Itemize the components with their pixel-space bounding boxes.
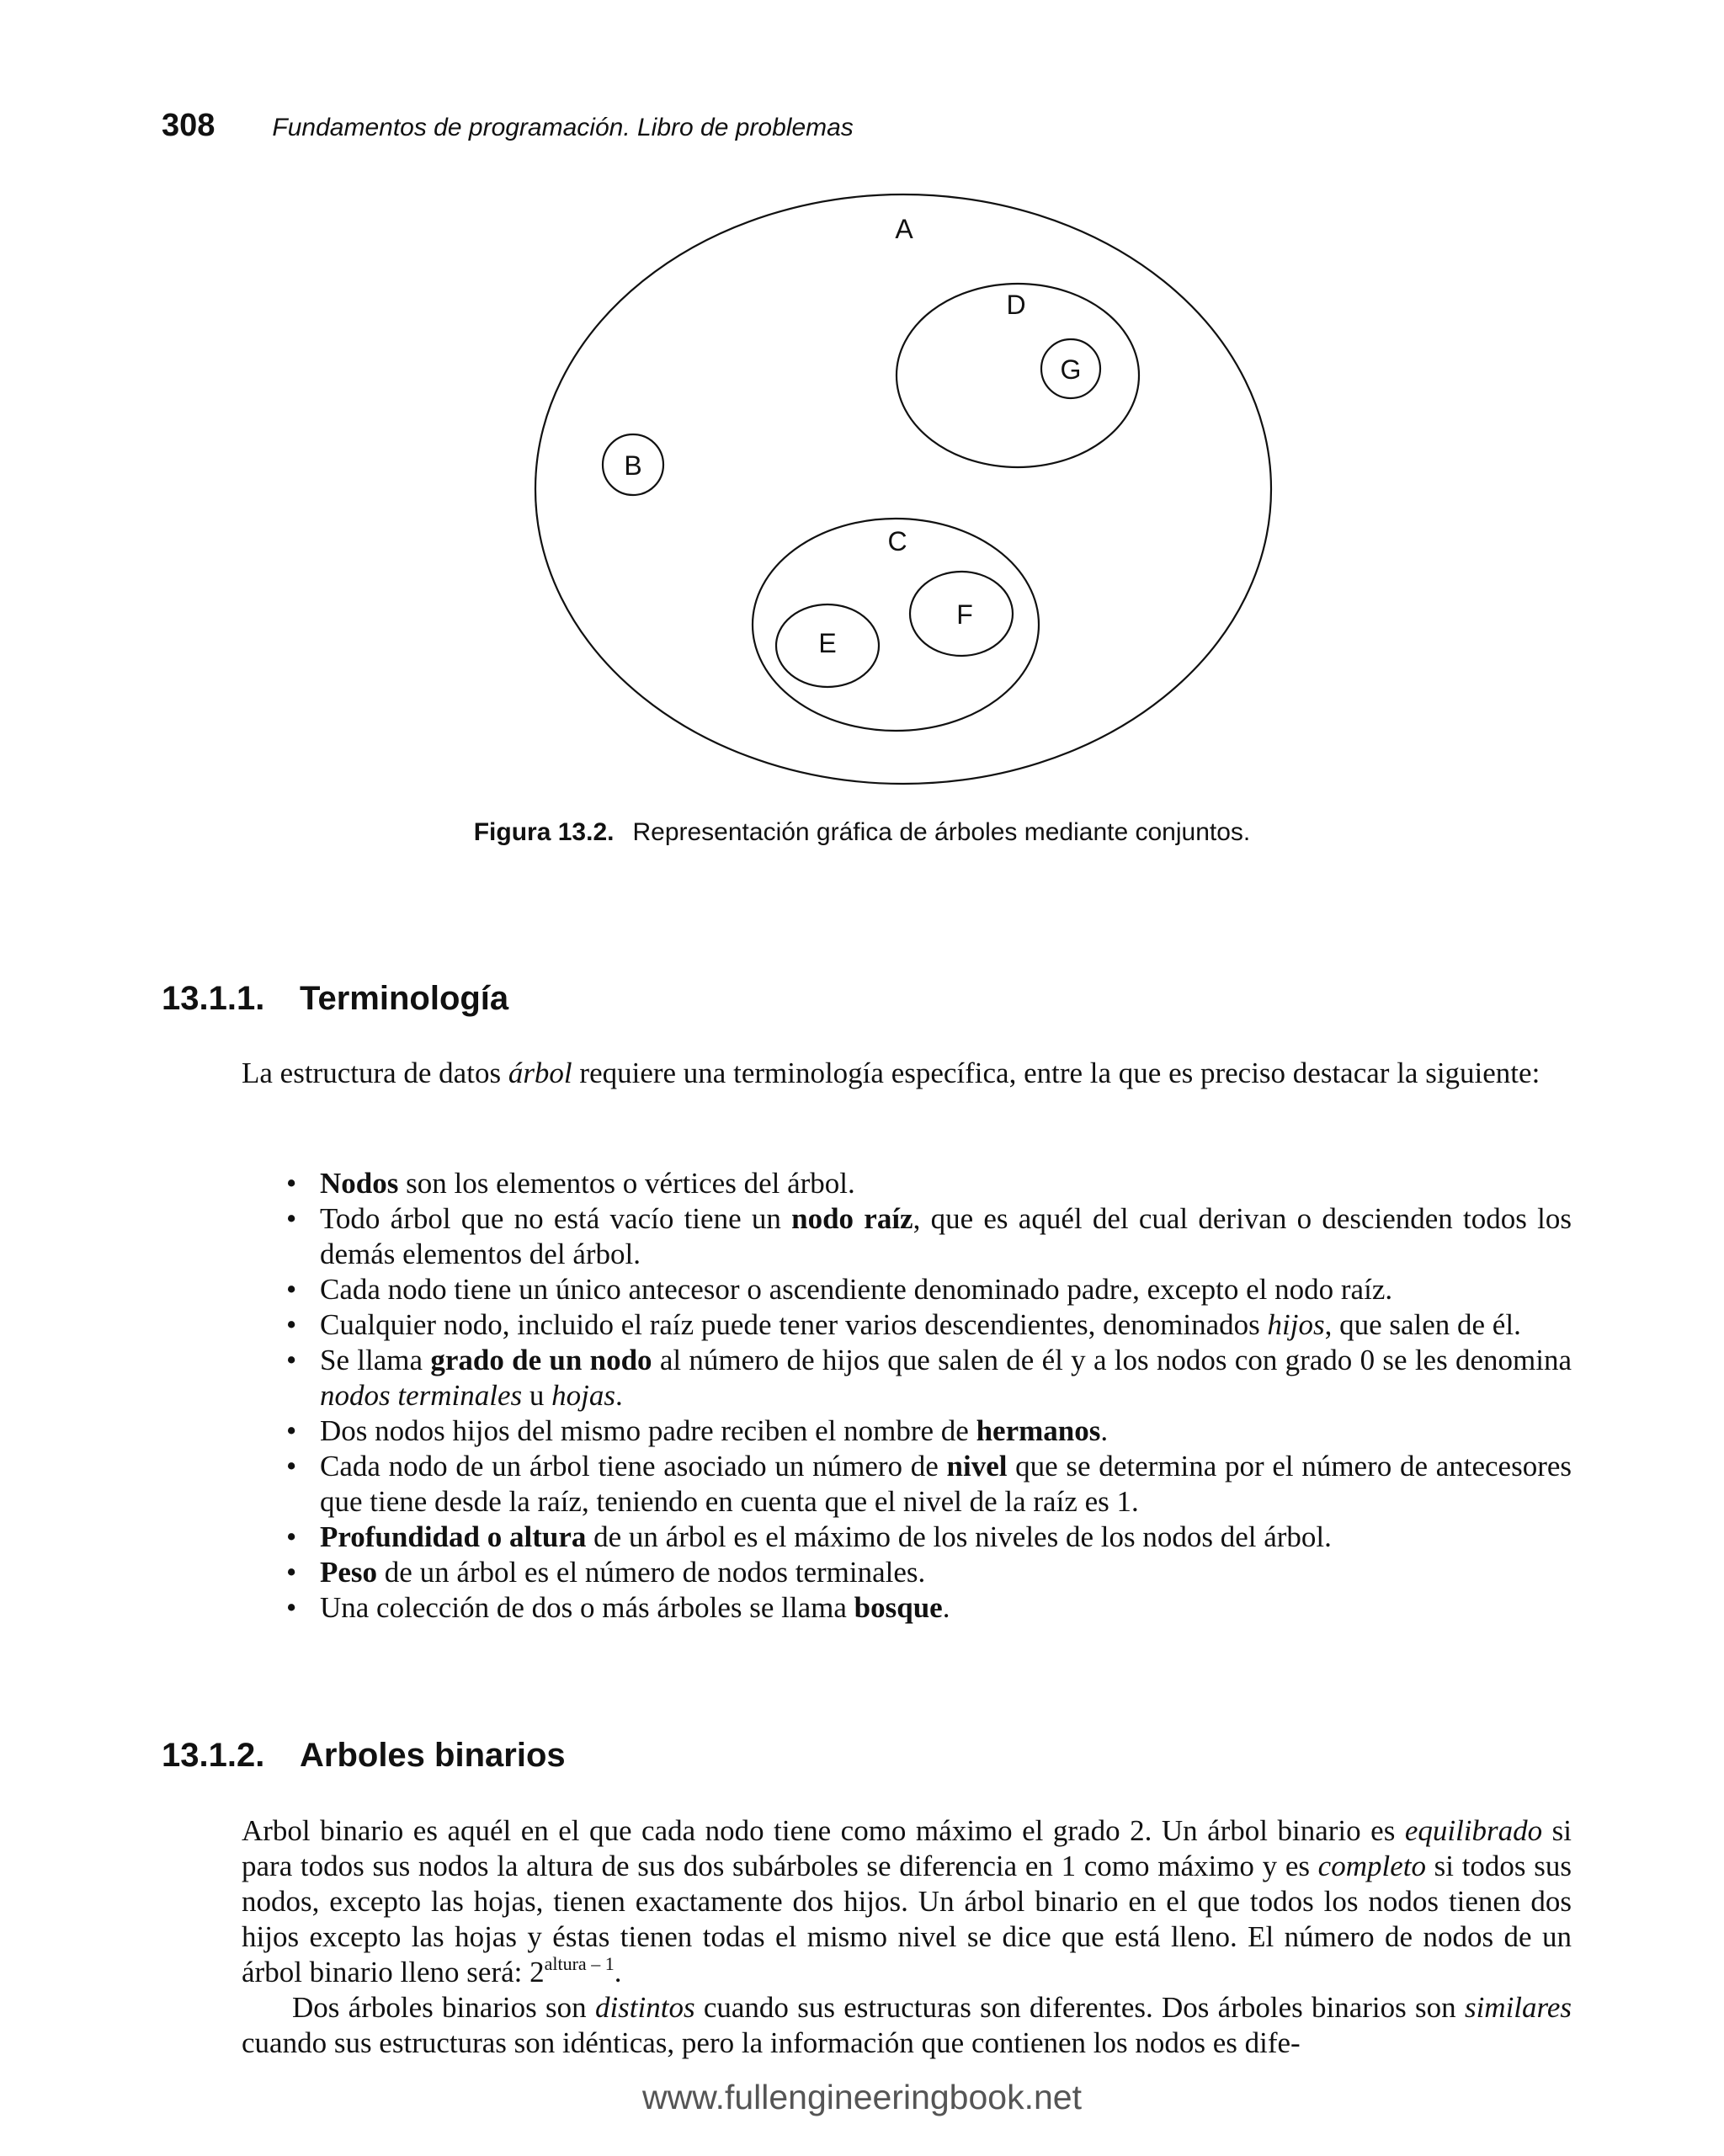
label-f: F (956, 599, 973, 630)
section-number: 13.1.2. (162, 1737, 265, 1774)
list-item: • Dos nodos hijos del mismo padre reciben el nombre de hermanos. (286, 1413, 1572, 1449)
set-a-ellipse (535, 194, 1271, 784)
footer-url: www.fullengineeringbook.net (642, 2078, 1082, 2116)
figure-13-2 (0, 0, 1724, 859)
binary-trees-text (242, 1813, 1572, 2061)
section-heading-arboles-binarios (162, 1737, 566, 1775)
figure-caption (0, 818, 1724, 847)
section-number: 13.1.1. (162, 980, 265, 1017)
sets-diagram (0, 0, 1724, 859)
intro-paragraph: La estructura de datos árbol requiere una terminología específica, entre la que es preciso destacar la siguiente: (242, 1057, 1540, 1089)
section-heading-terminologia (162, 980, 508, 1018)
terminology-intro (242, 1056, 1572, 1091)
list-item: • Cualquier nodo, incluido el raíz puede tener varios descendientes, denominados hijos, que salen de él. (286, 1307, 1572, 1343)
paragraph: Arbol binario es aquél en el que cada nodo tiene como máximo el grado 2. Un árbol binario es equilibrado si para todos sus nodos la altura de sus dos subárboles se diferencia en 1 como máximo y es completo si todos sus nodos, excepto las hojas, tienen exactamente dos hijos. Un árbol binario en el que todos los nodos tienen dos hijos excepto las hojas y éstas tienen todas el mismo nivel se dice que está lleno. El número de nodos de un árbol binario lleno será: $2^{altura - 1}$. (242, 1814, 1572, 1988)
label-a: A (895, 214, 913, 244)
terminology-list (286, 1166, 1572, 1626)
list-item: • Nodos son los elementos o vértices del árbol. (286, 1166, 1572, 1201)
caption-number: Figura 13.2. (473, 818, 615, 846)
list-item: • Todo árbol que no está vacío tiene un nodo raíz, que es aquél del cual derivan o descienden todos los demás elementos del árbol. (286, 1201, 1572, 1272)
list-item: • Profundidad o altura de un árbol es el máximo de los niveles de los nodos del árbol. (286, 1520, 1572, 1555)
section-title: Terminología (300, 980, 509, 1017)
book-title: Fundamentos de programación. Libro de problemas (272, 114, 854, 141)
list-item: • Peso de un árbol es el número de nodos terminales. (286, 1555, 1572, 1590)
page-number: 308 (162, 108, 216, 143)
caption-text: Representación gráfica de árboles mediante conjuntos. (632, 818, 1251, 846)
paragraph: Dos árboles binarios son distintos cuando sus estructuras son diferentes. Dos árboles binarios son similares cuando sus estructuras son idénticas, pero la información que contienen los nodos es dife- (242, 1991, 1572, 2059)
label-d: D (1006, 290, 1026, 320)
list-item: • Cada nodo tiene un único antecesor o ascendiente denominado padre, excepto el nodo raíz. (286, 1272, 1572, 1307)
list-item: • Cada nodo de un árbol tiene asociado un número de nivel que se determina por el número de antecesores que tiene desde la raíz, teniendo en cuenta que el nivel de la raíz es 1. (286, 1449, 1572, 1520)
label-g: G (1060, 354, 1082, 385)
list-item: • Una colección de dos o más árboles se llama bosque. (286, 1590, 1572, 1626)
list-item: • Se llama grado de un nodo al número de hijos que salen de él y a los nodos con grado 0 se les denomina nodos terminales u hojas. (286, 1343, 1572, 1413)
section-title: Arboles binarios (300, 1737, 566, 1774)
label-e: E (818, 628, 837, 658)
label-b: B (624, 450, 642, 481)
label-c: C (887, 526, 907, 556)
